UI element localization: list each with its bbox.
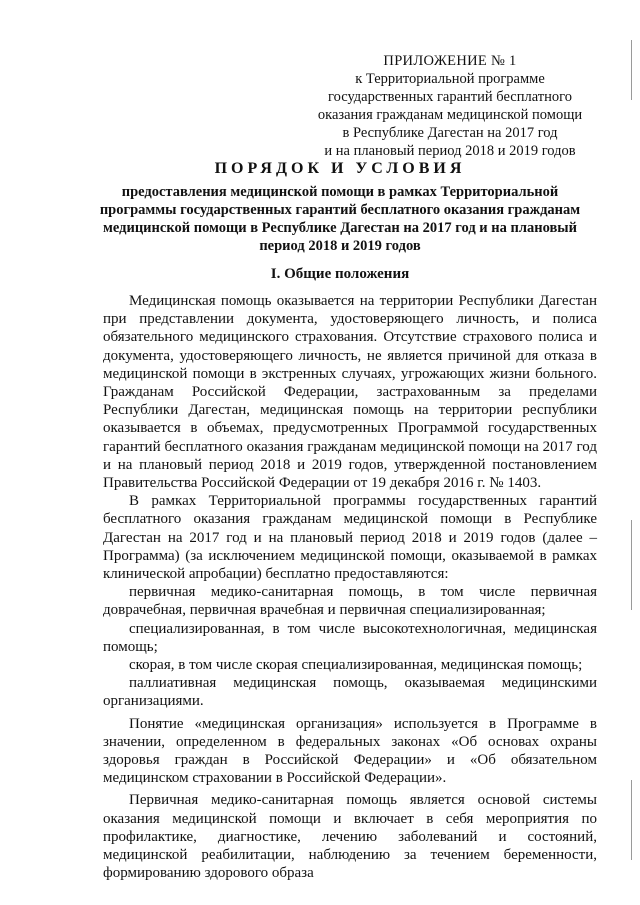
appendix-line: и на плановый период 2018 и 2019 годов xyxy=(324,143,576,159)
appendix-line: к Территориальной программе xyxy=(355,71,545,87)
body-paragraph: Первичная медико-санитарная помощь является основой системы оказания медицинской помощи и включает в себя мероприятия по профилактике, диагностике, лечению заболеваний и состояний, медицинской реабилитации, наблюдению за течением беременности, формированию здорового образа xyxy=(103,792,597,882)
document-title: ПОРЯДОК И УСЛОВИЯ xyxy=(214,160,466,177)
body-paragraph: специализированная, в том числе высокотехнологичная, медицинская помощь; xyxy=(103,620,597,655)
body-paragraph: паллиативная медицинская помощь, оказываемая медицинскими организациями. xyxy=(103,675,597,710)
body-paragraph: первичная медико-санитарная помощь, в том числе первичная доврачебная, первичная врачебная и первичная специализированная; xyxy=(103,584,597,619)
body-paragraph: Понятие «медицинская организация» используется в Программе в значении, определенном в федеральных законах «Об основах охраны здоровья граждан в Российской Федерации» и «Об обязательном медицинском страховании в Российской Федерации». xyxy=(103,715,597,787)
appendix-line: в Республике Дагестан на 2017 год xyxy=(342,125,558,141)
document-body xyxy=(103,292,597,883)
section-heading: I. Общие положения xyxy=(270,266,410,282)
document-subtitle xyxy=(70,183,610,255)
body-paragraph: В рамках Территориальной программы государственных гарантий бесплатного оказания гражданам медицинской помощи в Республике Дагестан на 2017 год и на плановый период 2018 и 2019 годов (далее – Программа) (за исключением медицинской помощи, оказываемой в рамках клинической апробации) бесплатно предоставляются: xyxy=(103,493,597,583)
appendix-line: оказания гражданам медицинской помощи xyxy=(317,107,583,123)
appendix-number: ПРИЛОЖЕНИЕ № 1 xyxy=(383,53,517,69)
appendix-block xyxy=(300,52,600,160)
subtitle-line: программы государственных гарантий бесплатного оказания гражданам xyxy=(99,202,581,218)
body-paragraph: Медицинская помощь оказывается на территории Республики Дагестан при представлении документа, удостоверяющего личность, и полиса обязательного медицинского страхования. Отсутствие страхового полиса и документа, удостоверяющего личность, не является причиной для отказа в медицинской помощи в экстренных случаях, угрожающих жизни больного. Гражданам Российской Федерации, застрахованным за пределами Республики Дагестан, медицинская помощь на территории республики оказывается в объемах, предусмотренных Программой государственных гарантий бесплатного оказания гражданам медицинской помощи на 2017 год и на плановый период 2018 и 2019 годов, утвержденной постановлением Правительства Российской Федерации от 19 декабря 2016 г. № 1403. xyxy=(103,293,597,492)
subtitle-line: предоставления медицинской помощи в рамках Территориальной xyxy=(121,184,559,200)
appendix-line: государственных гарантий бесплатного xyxy=(328,89,572,105)
body-paragraph: скорая, в том числе скорая специализированная, медицинская помощь; xyxy=(129,657,583,674)
subtitle-line: медицинской помощи в Республике Дагестан на 2017 год и на плановый xyxy=(103,220,577,236)
scan-edge-mark xyxy=(631,780,632,860)
scan-edge-mark xyxy=(631,40,632,100)
scan-edge-mark xyxy=(631,520,632,610)
subtitle-line: период 2018 и 2019 годов xyxy=(259,238,421,254)
